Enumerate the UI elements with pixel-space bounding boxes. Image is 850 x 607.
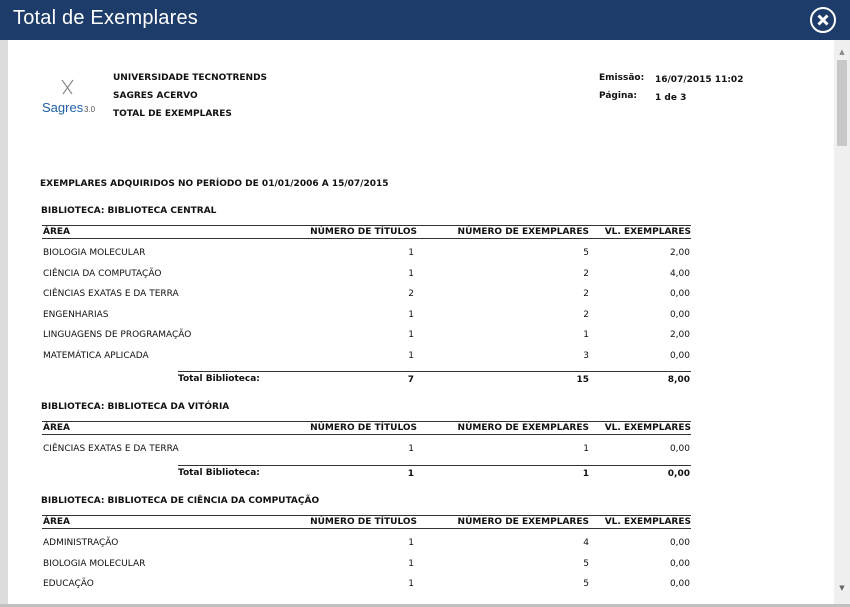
col-header-area: ÁREA <box>43 423 71 433</box>
col-header-valor: VL. EXEMPLARES <box>604 423 691 433</box>
close-circle-icon <box>809 6 837 34</box>
row-area: CIÊNCIAS EXATAS E DA TERRA <box>43 444 179 454</box>
row-area: ADMINISTRAÇÃO <box>43 538 119 548</box>
library-heading: BIBLIOTECA: BIBLIOTECA DA VITÓRIA <box>41 402 230 412</box>
row-titulos: 1 <box>408 350 414 361</box>
col-header-titulos: NÚMERO DE TÍTULOS <box>310 227 417 237</box>
row-area: MATEMÁTICA APLICADA <box>43 350 149 361</box>
emissao-label: Emissão: <box>599 73 645 83</box>
total-rule <box>178 465 691 466</box>
report-viewer[interactable] <box>8 40 834 604</box>
row-valor: 0,00 <box>669 350 690 361</box>
row-exemplares: 2 <box>583 289 589 299</box>
report-title: TOTAL DE EXEMPLARES <box>113 109 232 119</box>
row-valor: 0,00 <box>669 579 690 589</box>
table-header-rule <box>42 434 691 435</box>
library-heading: BIBLIOTECA: BIBLIOTECA CENTRAL <box>41 206 217 216</box>
row-titulos: 1 <box>408 248 414 258</box>
row-area: CIÊNCIA DA COMPUTAÇÃO <box>43 268 162 279</box>
col-header-titulos: NÚMERO DE TÍTULOS <box>310 517 417 527</box>
row-exemplares: 3 <box>583 350 589 361</box>
row-exemplares: 2 <box>583 309 589 320</box>
row-titulos: 2 <box>408 289 414 299</box>
col-header-area: ÁREA <box>43 517 71 527</box>
row-titulos: 1 <box>408 309 414 320</box>
col-header-area: ÁREA <box>43 227 71 237</box>
emissao-value: 16/07/2015 11:02 <box>655 75 744 85</box>
row-valor: 0,00 <box>669 309 690 320</box>
row-area: ENGENHARIAS <box>43 309 109 320</box>
logo-version: 3.0 <box>84 105 96 114</box>
row-exemplares: 5 <box>583 248 589 258</box>
total-rule <box>178 371 691 372</box>
table-header-rule <box>42 528 691 529</box>
total-label: Total Biblioteca: <box>178 467 260 478</box>
total-exemplares: 1 <box>582 468 589 479</box>
window-title-bar <box>0 0 850 40</box>
table-top-rule <box>42 225 691 226</box>
vertical-scrollbar[interactable] <box>834 40 850 604</box>
total-label: Total Biblioteca: <box>178 374 260 384</box>
row-area: BIOLOGIA MOLECULAR <box>43 248 146 258</box>
sagres-logo <box>32 77 112 123</box>
period-heading: EXEMPLARES ADQUIRIDOS NO PERÍODO DE 01/01/2006 A 15/07/2015 <box>40 179 389 189</box>
row-exemplares: 1 <box>583 330 589 340</box>
row-exemplares: 5 <box>583 558 589 569</box>
arrow-up-icon[interactable]: ▲ <box>839 48 845 56</box>
row-area: CIÊNCIAS EXATAS E DA TERRA <box>43 289 179 299</box>
table-top-rule <box>42 421 691 422</box>
total-valor: 8,00 <box>667 375 690 385</box>
row-valor: 4,00 <box>669 268 690 279</box>
total-titulos: 7 <box>407 375 414 385</box>
total-titulos: 1 <box>407 468 414 479</box>
logo-mark-icon <box>32 77 112 123</box>
row-titulos: 1 <box>408 558 414 569</box>
row-exemplares: 5 <box>583 579 589 589</box>
scroll-thumb[interactable] <box>837 60 847 146</box>
total-valor: 0,00 <box>667 468 690 479</box>
pagina-value: 1 de 3 <box>655 93 687 103</box>
row-titulos: 1 <box>408 579 414 589</box>
row-area: LINGUAGENS DE PROGRAMAÇÃO <box>43 330 192 340</box>
arrow-down-icon[interactable]: ▼ <box>839 584 845 592</box>
row-valor: 2,00 <box>669 248 690 258</box>
col-header-exemplares: NÚMERO DE EXEMPLARES <box>457 423 589 433</box>
row-titulos: 1 <box>408 444 414 454</box>
row-area: BIOLOGIA MOLECULAR <box>43 558 146 569</box>
logo-text: Sagres <box>42 100 84 115</box>
col-header-exemplares: NÚMERO DE EXEMPLARES <box>457 517 589 527</box>
col-header-valor: VL. EXEMPLARES <box>604 227 691 237</box>
col-header-titulos: NÚMERO DE TÍTULOS <box>310 423 417 433</box>
library-heading: BIBLIOTECA: BIBLIOTECA DE CIÊNCIA DA COMPUTAÇÃO <box>41 496 320 506</box>
org-name: UNIVERSIDADE TECNOTRENDS <box>113 73 268 83</box>
table-header-rule <box>42 238 691 239</box>
close-button[interactable] <box>809 6 837 34</box>
row-titulos: 1 <box>408 330 414 340</box>
row-titulos: 1 <box>408 268 414 279</box>
row-area: EDUCAÇÃO <box>43 579 94 589</box>
table-top-rule <box>42 515 691 516</box>
row-valor: 0,00 <box>669 444 690 454</box>
row-valor: 0,00 <box>669 558 690 569</box>
total-exemplares: 15 <box>576 375 589 385</box>
col-header-exemplares: NÚMERO DE EXEMPLARES <box>457 227 589 237</box>
col-header-valor: VL. EXEMPLARES <box>604 517 691 527</box>
pagina-label: Página: <box>599 91 638 101</box>
row-valor: 0,00 <box>669 289 690 299</box>
row-valor: 0,00 <box>669 538 690 548</box>
row-titulos: 1 <box>408 538 414 548</box>
row-exemplares: 4 <box>583 538 589 548</box>
row-exemplares: 1 <box>583 444 589 454</box>
row-exemplares: 2 <box>583 268 589 279</box>
window-title: Total de Exemplares <box>13 7 199 29</box>
system-name: SAGRES ACERVO <box>113 91 198 101</box>
row-valor: 2,00 <box>669 330 690 340</box>
